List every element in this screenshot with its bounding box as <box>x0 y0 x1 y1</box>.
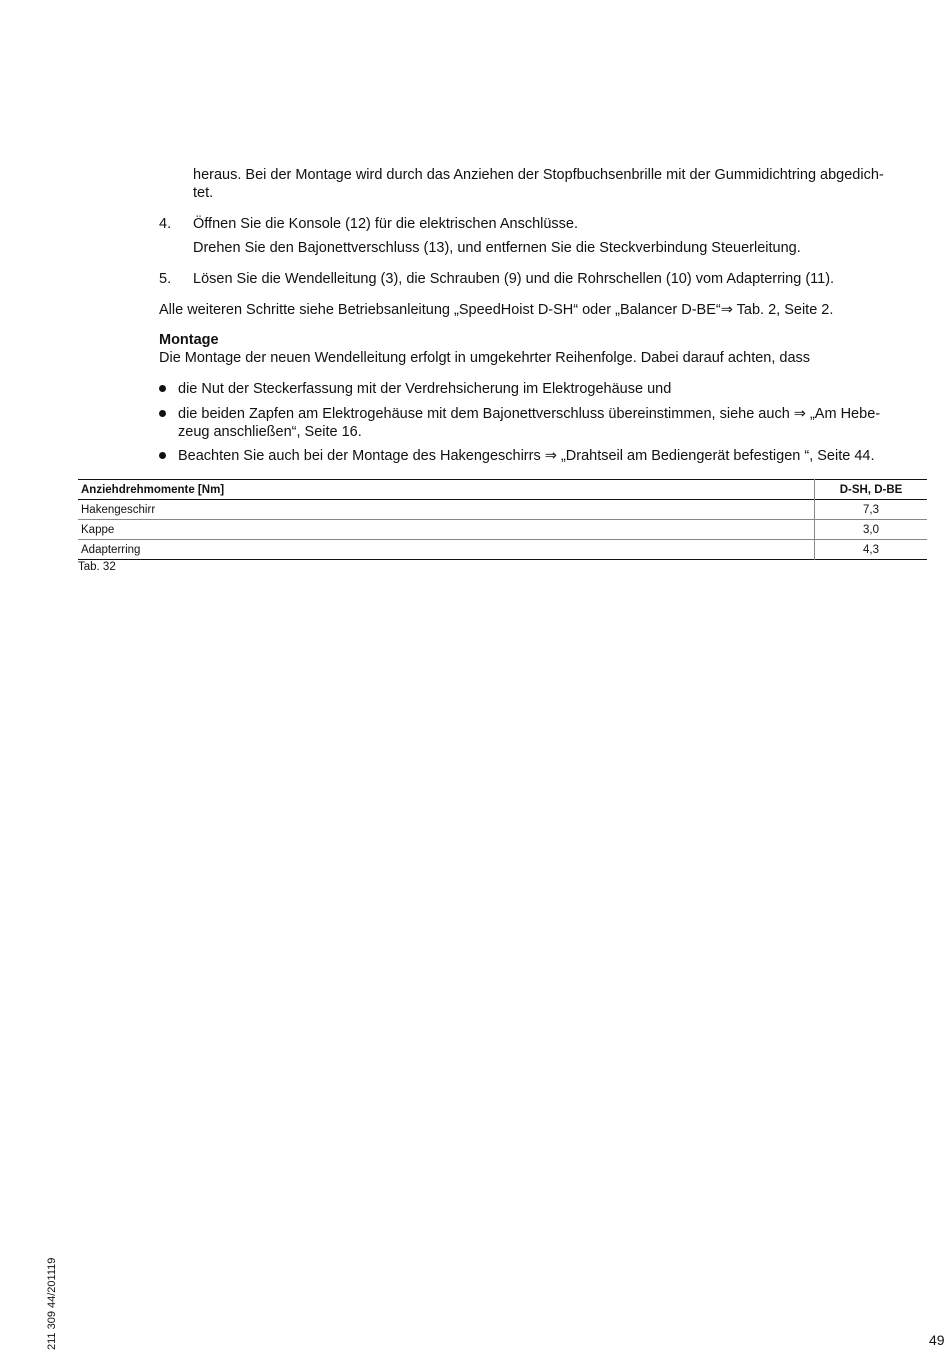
table-header-row <box>78 480 927 500</box>
section-intro: Die Montage der neuen Wendelleitung erfolgt in umgekehrter Reihenfolge. Dabei darauf achten, dass <box>159 350 811 366</box>
table-header-cell: D-SH, D-BE <box>815 480 928 500</box>
arrow-icon: ⇒ <box>544 448 557 464</box>
further-steps-link[interactable]: Tab. 2, Seite 2. <box>732 302 834 318</box>
bullet-item <box>0 447 950 465</box>
step-4-subtext: Drehen Sie den Bajonettverschluss (13), und entfernen Sie die Steckverbindung Steuerleitung. <box>193 240 801 256</box>
bullet-icon <box>159 452 166 459</box>
continuation-text: heraus. Bei der Montage wird durch das Anziehen der Stopfbuchsenbrille mit der Gummidichtring abgedich- <box>193 167 884 183</box>
bullet-item <box>0 380 950 398</box>
table-cell-label: Hakengeschirr <box>81 503 156 516</box>
bullet-text <box>178 405 880 423</box>
table-row <box>78 500 927 520</box>
torque-table <box>78 479 927 560</box>
step-text: Lösen Sie die Wendelleitung (3), die Schrauben (9) und die Rohrschellen (10) vom Adapterring (11). <box>193 271 835 287</box>
continuation-text-end: tet. <box>193 185 214 201</box>
bullet-text-continuation[interactable]: zeug anschließen“, Seite 16. <box>178 424 362 440</box>
cross-reference-link[interactable]: „Drahtseil am Bediengerät befestigen “, Seite 44. <box>556 448 875 464</box>
table-row <box>78 520 927 540</box>
bullet-text-main: Beachten Sie auch bei der Montage des Hakengeschirrs <box>178 448 541 464</box>
table-caption: Tab. 32 <box>78 561 116 573</box>
bullet-text: die Nut der Steckerfassung mit der Verdrehsicherung im Elektrogehäuse und <box>178 381 672 397</box>
table-cell-value: 3,0 <box>815 520 928 540</box>
section-heading: Montage <box>159 332 219 348</box>
further-steps-prefix: Alle weiteren Schritte siehe Betriebsanleitung „SpeedHoist D-SH“ oder „Balancer D-BE“ <box>159 302 721 318</box>
bullet-item <box>0 405 950 441</box>
table-row <box>78 540 927 560</box>
page-number: 49 <box>929 1332 945 1348</box>
arrow-icon: ⇒ <box>720 302 733 318</box>
table-cell-value: 4,3 <box>815 540 928 560</box>
arrow-icon: ⇒ <box>793 406 806 422</box>
cross-reference-link[interactable]: „Am Hebe- <box>805 406 881 422</box>
table-cell-label: Adapterring <box>81 543 141 556</box>
bullet-text <box>178 447 875 465</box>
bullet-text-main: die beiden Zapfen am Elektrogehäuse mit dem Bajonettverschluss übereinstimmen, siehe auch <box>178 406 790 422</box>
step-number: 4. <box>159 216 172 232</box>
document-number: 211 309 44/201119 <box>46 1257 58 1350</box>
table-cell-label: Kappe <box>81 523 115 536</box>
step-number: 5. <box>159 271 172 287</box>
bullet-icon <box>159 410 166 417</box>
step-text: Öffnen Sie die Konsole (12) für die elektrischen Anschlüsse. <box>193 216 579 232</box>
bullet-icon <box>159 385 166 392</box>
further-steps-reference <box>159 301 833 319</box>
table-cell-value: 7,3 <box>815 500 928 520</box>
table-header-cell: Anziehdrehmomente [Nm] <box>81 483 225 496</box>
